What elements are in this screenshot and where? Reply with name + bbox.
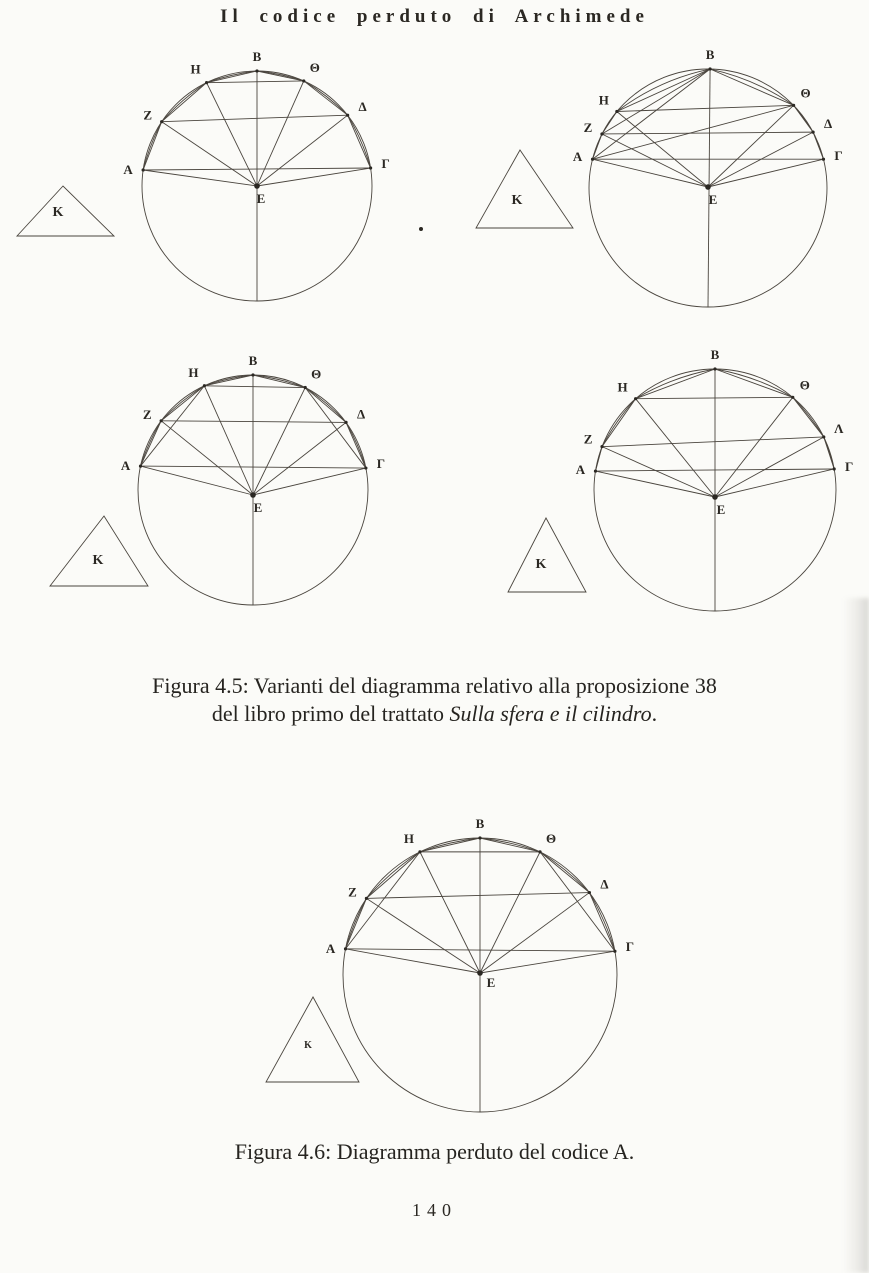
vertex-dot-Δ (588, 891, 591, 894)
vertex-dot-Θ (302, 79, 305, 82)
scallop-arc-HZ (602, 112, 617, 134)
point-label-Δ: Δ (356, 406, 366, 422)
radial-EZ (162, 122, 257, 186)
point-label-Γ: Γ (376, 456, 386, 472)
point-label-H: H (403, 830, 415, 846)
vertex-dot-Λ (822, 435, 825, 438)
point-label-E: E (708, 192, 718, 207)
point-label-Z: Z (143, 107, 152, 123)
chord-BΘ (480, 838, 540, 852)
fig45-variant-middle-right (508, 347, 853, 611)
vertex-dot-Γ (822, 158, 825, 161)
point-label-A: A (575, 462, 586, 478)
chord-AZ (143, 122, 162, 170)
center-dot-E (705, 184, 711, 190)
caption-text-plain: del libro primo del trattato (211, 701, 450, 726)
chord-ZΔ (162, 115, 348, 121)
radial-EZ (602, 134, 708, 187)
radial-EA (346, 949, 480, 973)
chord-HΘ (636, 397, 793, 398)
point-label-B: B (475, 816, 485, 831)
vertex-dot-B (708, 67, 711, 70)
point-label-E: E (256, 191, 266, 206)
scallop-arc-ZA (595, 447, 602, 471)
point-label-Δ: Δ (600, 876, 609, 892)
center-dot-E (712, 494, 718, 500)
chord-HB (420, 838, 480, 852)
point-label-H: H (190, 61, 201, 77)
radial-EΘ (253, 388, 305, 495)
radial-EH (420, 852, 480, 973)
vertex-dot-A (142, 168, 145, 171)
chord-ZH (161, 386, 204, 421)
side-triangle (266, 997, 359, 1082)
side-triangle (17, 186, 114, 236)
radial-EΓ (480, 951, 615, 973)
vertex-dot-B (713, 367, 716, 370)
running-head: Il codice perduto di Archimede (220, 6, 649, 27)
point-label-B: B (248, 353, 258, 368)
point-label-E: E (486, 975, 496, 990)
point-label-Λ: Λ (834, 420, 844, 436)
point-label-Θ: Θ (800, 85, 811, 101)
radial-EA (141, 466, 253, 495)
vertex-dot-B (255, 69, 258, 72)
point-label-Θ: Θ (309, 59, 320, 75)
point-label-Θ: Θ (545, 830, 557, 846)
chord-ZΔ (602, 132, 813, 134)
side-triangle (476, 150, 573, 228)
vertex-dot-H (205, 81, 208, 84)
point-label-Z: Z (142, 406, 152, 422)
vertex-dot-B (251, 373, 254, 376)
chord-HΘ (617, 105, 794, 111)
radial-EΓ (708, 159, 823, 187)
radial-EA (143, 170, 257, 186)
point-label-E: E (253, 500, 263, 515)
radial-EH (207, 83, 257, 186)
chord-BΘ (257, 71, 304, 81)
radial-EZ (602, 447, 715, 497)
vertex-dot-Θ (304, 386, 307, 389)
chord-ZH (162, 83, 207, 122)
fig46-diagram-codice-a (266, 816, 634, 1112)
point-label-Δ: Δ (358, 99, 367, 115)
radial-EΓ (715, 469, 834, 497)
center-dot-E (254, 183, 260, 189)
chord-ZΛ (602, 437, 824, 447)
side-triangle (508, 518, 586, 592)
chord-ΔΓ (348, 115, 371, 168)
radial-EΔ (257, 115, 348, 186)
radial-EZ (366, 898, 480, 973)
page-number: 140 (412, 1200, 457, 1220)
point-label-E: E (716, 502, 726, 517)
vertex-dot-Θ (792, 104, 795, 107)
vertex-dot-Θ (791, 396, 794, 399)
vertex-dot-Z (160, 419, 163, 422)
vertex-dot-Δ (811, 131, 814, 134)
chord-HΘ (204, 386, 305, 388)
vertex-dot-H (615, 110, 618, 113)
chord-ΘΛ (793, 397, 824, 437)
point-label-Θ: Θ (799, 377, 810, 393)
point-label-Δ: Δ (823, 116, 833, 132)
diagonal-BA (593, 69, 711, 159)
vertex-dot-Γ (364, 466, 367, 469)
diagonal-ΓΘ (305, 388, 366, 469)
chord-HB (204, 375, 253, 386)
triangle-label-K: K (304, 1040, 312, 1051)
vertex-dot-Z (600, 132, 603, 135)
vertex-dot-Δ (346, 114, 349, 117)
figure-4-6-caption: Figura 4.6: Diagramma perduto del codice A. (234, 1139, 635, 1164)
point-label-Z: Z (583, 431, 593, 447)
chord-ΘΔ (540, 852, 589, 893)
chord-BΘ (253, 375, 305, 388)
chord-ZΔ (366, 893, 589, 899)
radial-EZ (161, 421, 253, 495)
radial-EΘ (257, 81, 304, 186)
fig45-variant-middle-left (50, 353, 385, 605)
side-triangle (50, 516, 148, 586)
radial-EΘ (708, 105, 794, 187)
caption-text-period: . (651, 701, 658, 726)
chord-HB (207, 71, 257, 83)
chord-ZΔ (161, 421, 346, 423)
vertex-dot-Z (365, 897, 368, 900)
triangle-label-K: K (535, 557, 547, 572)
point-label-B: B (252, 49, 262, 64)
chord-HZ (602, 399, 636, 447)
point-label-Θ: Θ (311, 366, 322, 382)
chord-ΘΔ (305, 388, 346, 423)
scan-edge-shadow (843, 598, 869, 1273)
point-label-Γ: Γ (381, 156, 390, 172)
figure-4-5-caption-line-2 (0, 700, 869, 728)
vertex-dot-B (478, 836, 481, 839)
fig45-variant-top-left (17, 49, 390, 301)
figure-4-5-caption (0, 672, 869, 728)
radial-EΔ (480, 893, 589, 973)
vertex-dot-H (418, 850, 421, 853)
vertex-dot-Γ (833, 467, 836, 470)
vertex-dot-A (594, 469, 597, 472)
vertex-dot-Δ (344, 421, 347, 424)
point-label-A: A (572, 149, 583, 165)
center-dot-E (477, 970, 483, 976)
point-label-Z: Z (583, 119, 593, 135)
point-label-Γ: Γ (834, 148, 843, 164)
point-label-A: A (123, 161, 133, 177)
fig45-variant-top-right (476, 47, 843, 307)
point-label-A: A (325, 940, 336, 956)
vertex-dot-Γ (369, 166, 372, 169)
vertex-dot-Z (600, 445, 603, 448)
chord-AZ (346, 898, 367, 948)
point-label-A: A (120, 458, 131, 474)
chord-BΘ (715, 369, 793, 397)
vertex-dot-A (139, 464, 142, 467)
triangle-label-K: K (511, 193, 523, 208)
radial-EΓ (257, 168, 371, 186)
figure-4-5-caption-line-1: Figura 4.5: Varianti del diagramma relativo alla proposizione 38 (152, 673, 717, 698)
vertex-dot-Θ (538, 850, 541, 853)
chord-ΘΔ (304, 81, 348, 115)
chord-BH (636, 369, 715, 399)
vertex-dot-H (203, 384, 206, 387)
stray-ink-dot (419, 227, 423, 231)
chord-HΘ (207, 81, 304, 83)
scallop-arc-ΔΓ (813, 132, 823, 159)
chord-BΘ (710, 69, 794, 105)
triangle-label-K: K (92, 553, 104, 568)
point-label-Γ: Γ (625, 939, 635, 955)
point-label-Γ: Γ (845, 458, 854, 474)
point-label-B: B (705, 47, 715, 63)
vertex-dot-A (591, 158, 594, 161)
point-label-Z: Z (348, 884, 357, 900)
radial-EΛ (715, 437, 824, 497)
vertex-dot-Γ (613, 950, 616, 953)
triangle-label-K: K (52, 205, 64, 220)
vertex-dot-A (344, 947, 347, 950)
radial-EH (204, 386, 253, 495)
caption-text-italic-title: Sulla sfera e il cilindro (449, 701, 652, 726)
point-label-H: H (598, 92, 609, 108)
point-label-B: B (710, 347, 720, 362)
point-label-H: H (617, 379, 628, 395)
vertex-dot-H (634, 397, 637, 400)
diagonal-AH (141, 386, 205, 466)
radial-EΘ (715, 397, 793, 497)
center-dot-E (250, 492, 256, 498)
diagonal-AH (346, 852, 420, 949)
chord-ZH (366, 852, 420, 899)
diagonal-BZ (602, 69, 710, 134)
point-label-H: H (188, 364, 199, 380)
radial-EΘ (480, 852, 540, 973)
vertex-dot-Z (160, 120, 163, 123)
